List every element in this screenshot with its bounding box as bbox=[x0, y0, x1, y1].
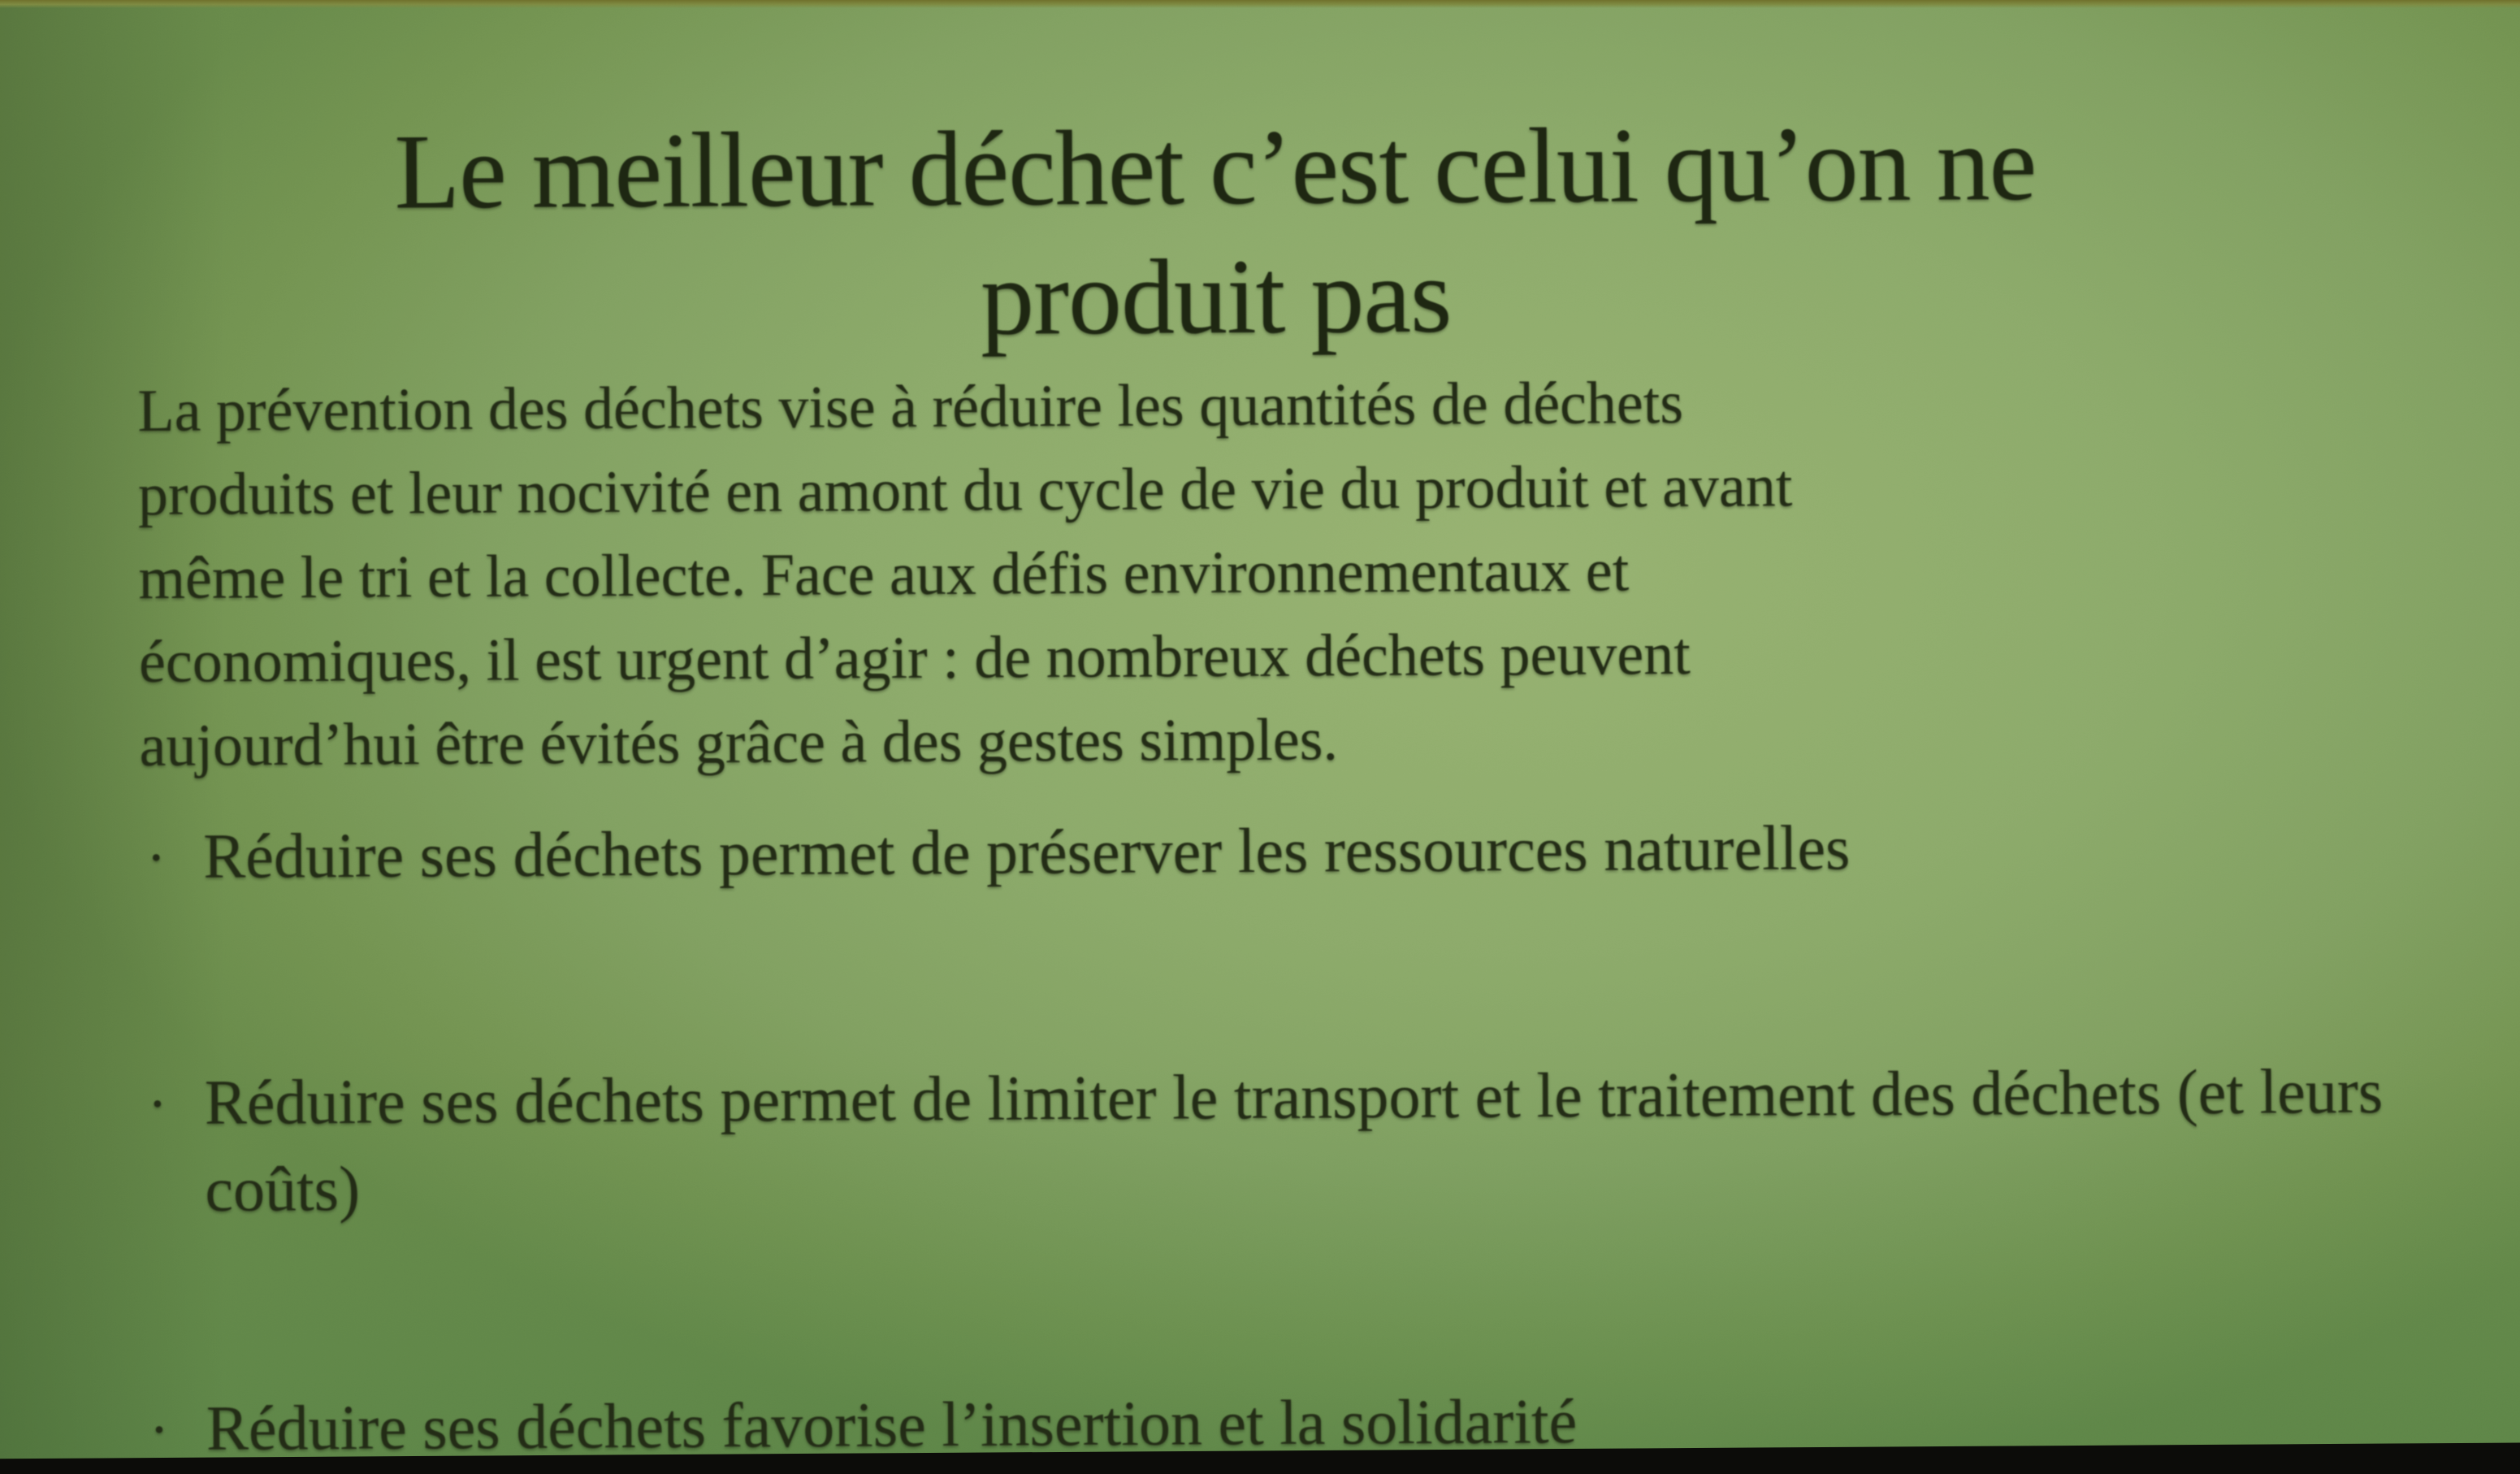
bullet-text: Réduire ses déchets favorise l’insertion et la solidarité bbox=[206, 1385, 1578, 1463]
slide-title bbox=[45, 97, 2386, 367]
paragraph-line: économiques, il est urgent d’agir : de nombreux déchets peuvent bbox=[138, 621, 1691, 696]
title-line-1: Le meilleur déchet c’est celui qu’on ne bbox=[394, 102, 2037, 232]
bullet-dot-icon: · bbox=[147, 1071, 168, 1137]
paragraph-line: produits et leur nocivité en amont du cycle de vie du produit et avant bbox=[137, 453, 1793, 529]
bullet-text: Réduire ses déchets permet de préserver les ressources naturelles bbox=[203, 812, 1851, 891]
intro-paragraph bbox=[137, 358, 2398, 789]
title-line-2: produit pas bbox=[980, 235, 1452, 358]
bullet-item-limit-transport bbox=[148, 1047, 2423, 1233]
bullet-dot-icon: · bbox=[149, 1397, 170, 1463]
paragraph-line: même le tri et la collecte. Face aux défis environnementaux et bbox=[138, 537, 1630, 613]
paragraph-line: La prévention des déchets vise à réduire les quantités de déchets bbox=[137, 370, 1684, 445]
bullet-dot-icon: · bbox=[146, 825, 167, 891]
bullet-text: Réduire ses déchets permet de limiter le transport et le traitement des déchets (et leurs coûts) bbox=[204, 1055, 2384, 1225]
bullet-item-reduce-resources bbox=[146, 801, 2389, 900]
paragraph-line: aujourd’hui être évités grâce à des gestes simples. bbox=[139, 706, 1339, 780]
